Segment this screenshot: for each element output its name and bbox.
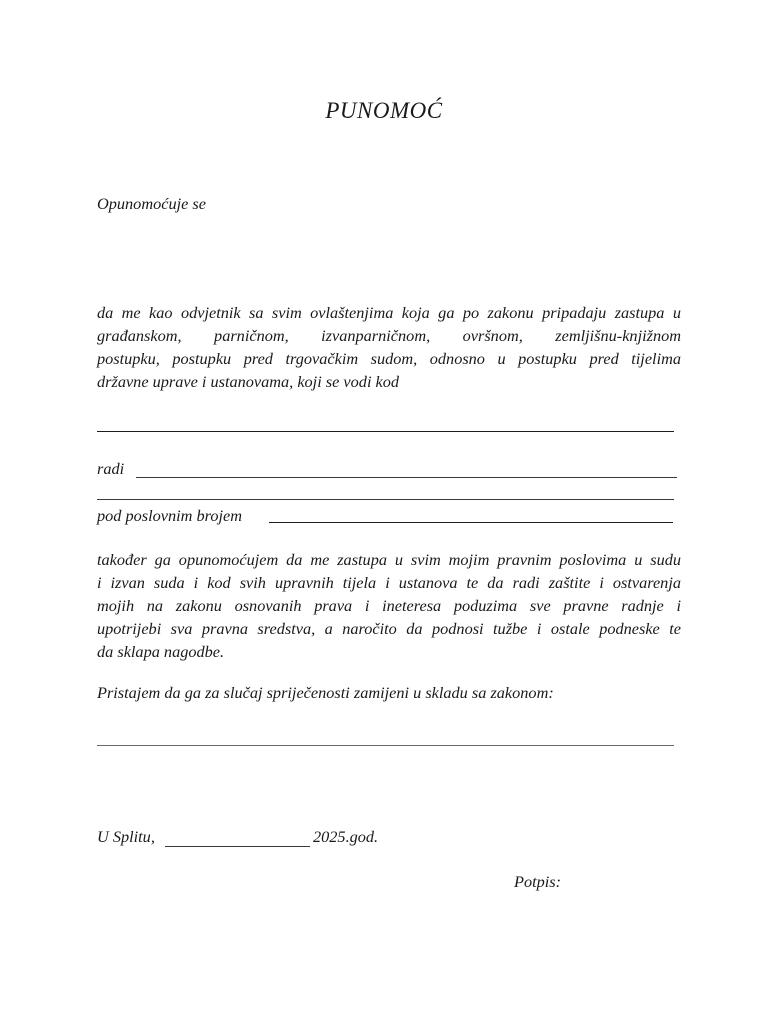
case-number-label: pod poslovnim brojem	[97, 506, 243, 525]
radi-continuation-line	[97, 499, 674, 500]
paragraph-line: postupku, postupku pred trgovačkim sudom, odnosno u postupku pred tijelima	[97, 349, 681, 368]
paragraph-line: i izvan suda i kod svih upravnih tijela i ustanova te da radi zaštite i ostvarenja	[97, 573, 681, 592]
document-title: PUNOMOĆ	[325, 98, 443, 123]
paragraph-line: da sklapa nagodbe.	[97, 642, 225, 661]
paragraph-line: upotrijebi sva pravna sredstva, a naročito da podnosi tužbe i ostale podneske te	[97, 619, 681, 638]
substitute-text: Pristajem da ga za slučaj spriječenosti zamijeni u skladu sa zakonom:	[97, 683, 554, 702]
case-number-blank-line	[269, 522, 673, 523]
paragraph-line: građanskom, parničnom, izvanparničnom, ovršnom, zemljišnu-knjižnom	[97, 326, 681, 345]
representation-paragraph	[97, 548, 681, 663]
radi-label: radi	[97, 459, 125, 478]
date-blank-line	[165, 846, 310, 847]
radi-blank-line	[136, 477, 677, 478]
substitute-blank-line	[97, 745, 674, 746]
signature-label: Potpis:	[514, 872, 562, 891]
year-label: 2025.god.	[313, 827, 379, 846]
paragraph-line: državne uprave i ustanovama, koji se vodi kod	[97, 372, 400, 391]
court-blank-line	[97, 431, 674, 432]
place-label: U Splitu,	[97, 827, 155, 846]
paragraph-line: također ga opunomoćujem da me zastupa u svim mojim pravnim poslovima u sudu	[97, 550, 681, 569]
paragraph-line: da me kao odvjetnik sa svim ovlaštenjima koja ga po zakonu pripadaju zastupa u	[97, 303, 681, 322]
authorization-paragraph	[97, 301, 681, 393]
intro-text: Opunomoćuje se	[97, 194, 206, 213]
paragraph-line: mojih na zakonu osnovanih prava i ineteresa poduzima sve pravne radnje i	[97, 596, 681, 615]
